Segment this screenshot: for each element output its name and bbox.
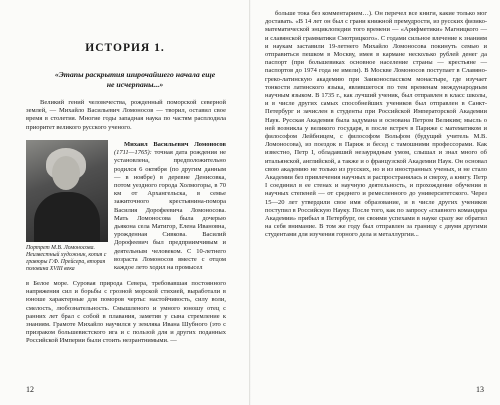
- chapter-title: ИСТОРИЯ 1.: [85, 42, 165, 54]
- right-page: [251, 0, 500, 405]
- bio-years: (1711—1765):: [114, 149, 152, 157]
- intro-paragraph: Великий гений человечества, рожденный поморской северной землей, — Михайло Васильевич Ломоносов — творил, оставил свое время в столетия. Многие годы западная наука по частям расплодила приоритет великого русского ученого.: [26, 99, 226, 131]
- portrait-coat: [34, 192, 100, 242]
- lomonosov-portrait-image: [26, 140, 108, 242]
- continuation-paragraph: в Белое море. Суровая природа Севера, требовавшая постоянного напряжения сил и борьбы с грозной морской стихией, выработали в юноше характерные для поморов черты: настойчивость, силу воли, смелость, любознательность. Смышленого и умного юношу отец с ранних лет брал с собой в плавания, заметив у сына стремление к знаниям. Грамоте Михайло научился у земляка Ивана Шубного (это с призраком большевистского ига и с пользой для и других поданных Российской Империи были стоить незрантнимыми. —: [26, 280, 226, 345]
- bio-name: Михаил Васильевич Ломоносов: [124, 141, 226, 148]
- page-number-left: 12: [26, 385, 34, 394]
- right-page-body: больше тока без комментарием…). Он перечел все книги, какие только мог доставать. «В 14 лет он был с грани книжной премудрости, из русских физико-математической энциклопедии того времени — «Арифметики» Магницкого — и славянской грамматики Смотрицкого». С годами сильное влечение к знаниям и наукам заставили 19-летнего Михайло Ломоносова покинуть семью и отправиться пешком в Москву, имея в кармане несколько рублей денег да паспорт (при большевиках основное население страны — крестьяне — паспортов до 1974 года не имели). В Москве Ломоносов поступает в Славяно-греко-латинскую академию при Заиконоспасском монастыре, где изучает тонкости латинского языка, являвшегося по тем временам международным научным языком. В 1735 г., как лучший ученик, был отправлен в класс школы, и в числе других самых способнейших учеников был отправлен в Санкт-Петербург и зачислен в студенты при Российской Императорской Академии Наук. Русская Академия была задумана и основана Петром Великим; мысль о ней возникла у великого государя, в после встреч в Париже с математиком и философом Лейбницем, с философом Вольфом (будущий учитель М.В. Ломоносова), из поездок в Париж и бесед с тамошними профессорами. Как известно, Петр I, обладавший незаурядным умом, слышал и знал много об итальянской, английской, а также и о французской Академии Наук. Он основал свою академию не только из русских, но и из иностранных ученых, и не стало Академии без привлечения научных и распространялась и сверху, а книгу. Петр I соединил в ее стенах и научную деятельность, и прохождение обучения в научных степеней — от среднего и ремесленного до университетского. Через 15—20 лет утвердили свое имя образование, и в числе других учеников поступил в Российскую Науку. После того, как по запросу «главного командира Академии» прибыл в Петербург, он своими успехами в науке сразу же обратил на себя внимание. В том же году был отправлен за границу с двумя другими студентами для изучения горного дела и металлургии...: [265, 10, 487, 239]
- left-page: [0, 0, 249, 405]
- epigraph: «Этапы раскрытия широчайшего начала еще не исчерпаны...»: [54, 70, 216, 89]
- portrait-face: [52, 156, 80, 190]
- page-number-right: 13: [476, 385, 484, 394]
- bio-text: точная дата рождения не установлена, предположительно родился 6 октября (по другим данным — в ноябре) в деревне Денисовка, потом уездного города Холмогоры, в 70 км от Архангельска, в семье зажиточного крестьянина-помора Василия Дорофеевича Ломоносова. Мать Ломоносова была дочерью дьякона села Матигор, Елена Ивановна, урожденная Сивкова. Василий Дорофеевич был предприимчивым и деятельным человеком. С 10-летнего возраста Ломоносов вместе с отцом каждое лето ходил на промысел: [114, 149, 227, 272]
- portrait-caption: Портрет М.В. Ломоносова. Неизвестный художник, копия с гравюры Г.Ф. Прейсера, вторая половина XVIII века: [26, 245, 107, 272]
- biography-paragraph: [114, 141, 226, 272]
